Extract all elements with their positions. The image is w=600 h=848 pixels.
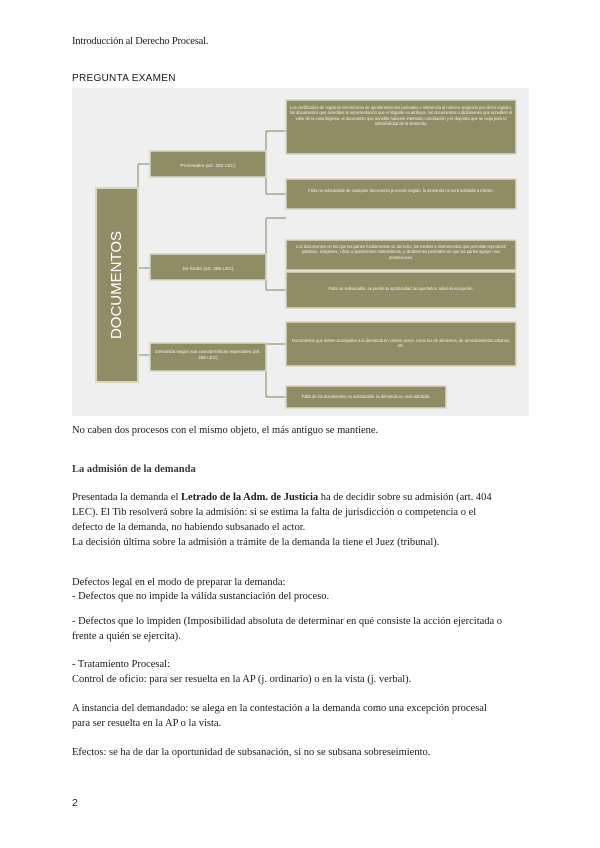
diagram-svg: [72, 88, 529, 416]
leaf-text-fondo-1: Los documentos en los que las partes fundamentan su derecho, los medios e instrumentos que permitan reproducir palabras, imágenes, cifras u operaciones matemáticas, y dictámenes periciales en que las partes apoyen sus pretensiones.: [296, 244, 506, 260]
branch-label-fondo: De fondo (art. 265 LEC): [182, 267, 234, 272]
instancia-demandado-line-2: para ser resuelta en la AP o la vista.: [72, 718, 222, 729]
leaf-text-procesales-2: Falta no subsanable de cualquier documento procesal exigido, la demanda no será admitida a trámite.: [308, 188, 494, 193]
leaf-fo-procesales-1: [289, 102, 513, 152]
paragraph-admision: [72, 490, 532, 550]
p1-bold: Letrado de la Adm. de Justicia: [181, 492, 319, 503]
p1-rest: ha de decidir sobre su admisión (art. 404: [318, 492, 492, 503]
leaf-fo-especiales-2: [289, 388, 443, 406]
leaf-text-fondo-2: Falta no subsanable, se pierde la oportunidad de aportarlos, salvo la excepción.: [328, 286, 474, 291]
branch-label-especiales: Demanda según sus características especiales (art. 266 LEC): [155, 349, 261, 360]
instancia-demandado-line-1: A instancia del demandado: se alega en la contestación a la demanda como una excepción procesal: [72, 703, 487, 714]
efectos: Efectos: se ha de dar la oportunidad de subsanación, si no se subsana sobreseimiento.: [72, 747, 431, 758]
branch-label-procesales: Procesales (art. 264 LEC): [180, 164, 236, 169]
branch-fo-especiales: [152, 346, 264, 368]
defectos-item-2-line-1: - Defectos que lo impiden (Imposibilidad absoluta de determinar en qué consiste la acción ejercitada o: [72, 616, 503, 627]
leaf-fo-procesales-2: [289, 181, 513, 207]
paragraph-admision-line-3: defecto de la demanda, no habiendo subsanado el actor.: [72, 522, 306, 533]
pregunta-examen-label: PREGUNTA EXAMEN: [72, 73, 176, 84]
leaf-fo-especiales-1: [289, 324, 513, 364]
section-title: La admisión de la demanda: [72, 464, 196, 475]
paragraph-admision-line-2: LEC). El Tib resolverá sobre la admisión: si se estima la falta de jurisdicción o competencia o el: [72, 507, 477, 518]
defectos-item-2-line-2: frente a quién se ejercita).: [72, 631, 181, 642]
leaf-text-especiales-1: Documentos que deben acompañar a la demanda en ciertos casos, como los de alimentos, de arrendamientos urbanos, etc.: [291, 338, 511, 349]
leaf-fo-fondo-2: [289, 274, 513, 306]
tratamiento-procesal: - Tratamiento Procesal:: [72, 659, 170, 670]
paragraph-admision-line-1: [72, 490, 532, 505]
root-label: DOCUMENTOS: [107, 230, 125, 340]
defectos-item-1: - Defectos que no impide la válida sustanciación del proceso.: [72, 591, 330, 602]
leaf-text-procesales-1: Los certificados de registros electrónicos de apoderamientos judiciales o referencia al número asignado por dicho registro, los documentos que acrediten la representación que el litigante se atribuya, los documentos o dictámenes que acrediten el valor de la cosa litigiosa, el documento que acredite haberse intentado conciliación y el depósito que se exija para la admisibilidad de la demanda.: [289, 105, 513, 126]
leaf-fo-fondo-1: [289, 242, 513, 268]
documentos-diagram: [72, 88, 529, 416]
defectos-intro: Defectos legal en el modo de preparar la demanda:: [72, 577, 286, 588]
diagram-caption: No caben dos procesos con el mismo objeto, el más antiguo se mantiene.: [72, 425, 379, 436]
page-header: Introducción al Derecho Procesal.: [72, 36, 209, 47]
p1-pre: Presentada la demanda el: [72, 492, 182, 503]
page-number: 2: [72, 797, 78, 809]
control-de-oficio: Control de oficio: para ser resuelta en la AP (j. ordinario) o en la vista (j. verbal).: [72, 674, 412, 685]
paragraph-admision-line-4: La decisión última sobre la admisión a trámite de la demanda la tiene el Juez (tribunal).: [72, 537, 440, 548]
leaf-text-especiales-2: Falta de los documentos no subsanable: la demanda no será admitida.: [301, 394, 431, 399]
